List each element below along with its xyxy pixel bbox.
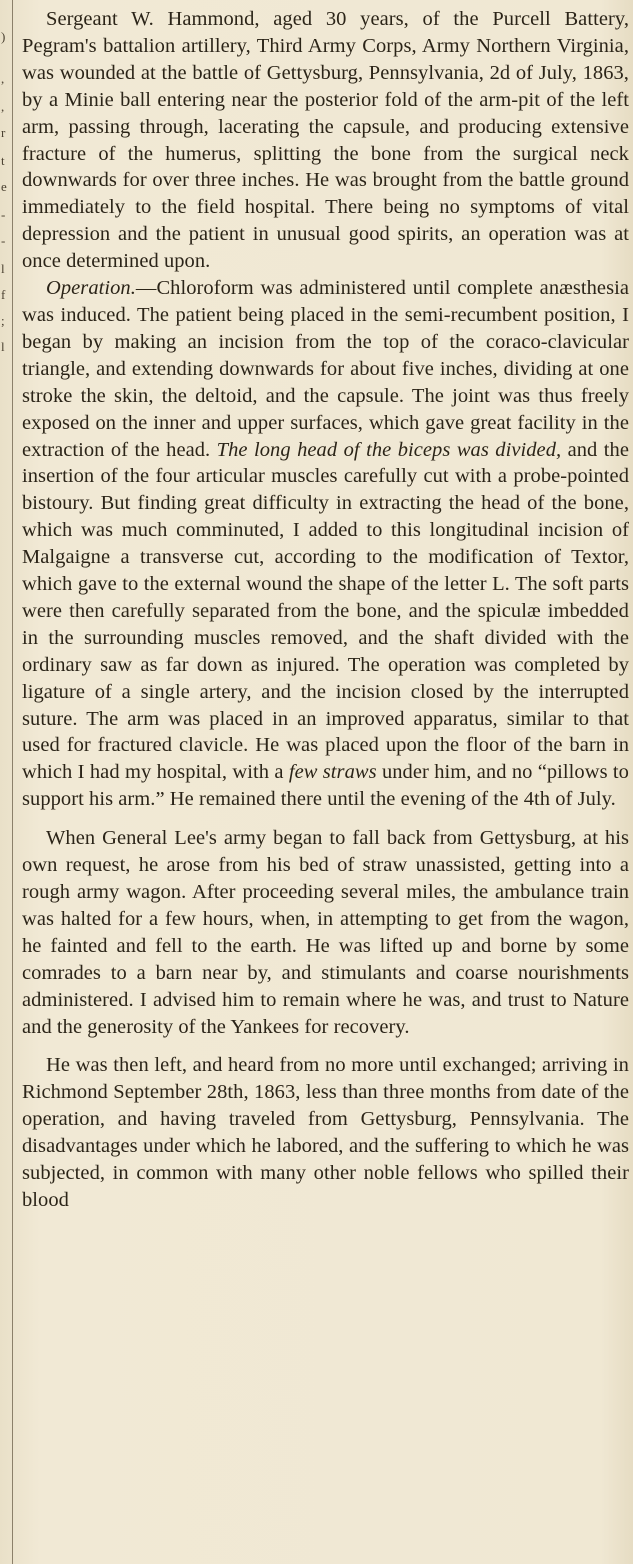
text-run: Sergeant W. Hammond, aged 30 years, of the Purcell Battery, Pegram's battalion artillery, Third Army Corps, Army Northern Virginia, was wounded at the battle of Gettysburg, Pennsylvania, 2d of July, 1863, by a Minie ball entering near the posterior fold of the arm-pit of the left arm, passing through, lacerating the capsule, and producing extensive fracture of the humerus, splitting the bone from the surgical neck downwards for over three inches. He was brought from the battle ground immediately to the field hospital. There being no symptoms of vital depression and the patient in unusual good spirits, an operation was at once determined upon. bbox=[22, 8, 629, 273]
column-rule bbox=[12, 0, 13, 1564]
paragraph-1 bbox=[22, 6, 629, 275]
margin-fragment: , bbox=[1, 71, 5, 86]
paragraph-3 bbox=[22, 825, 629, 1040]
margin-fragment: f bbox=[1, 287, 6, 302]
left-margin-fragments bbox=[0, 0, 10, 1564]
paragraph-2 bbox=[22, 275, 629, 813]
italic-run: The long head of the biceps was divided, bbox=[216, 438, 562, 461]
margin-fragment: - bbox=[1, 233, 6, 248]
text-run: under him, and no “pillows to support his arm.” He remained there until the evening of the 4th of July. bbox=[22, 761, 629, 811]
text-run: —Chloroform was administered until complete anæsthesia was induced. The patient being placed in the semi-recumbent position, I began by making an incision from the top of the coraco-clavicular triangle, and extending downwards for about five inches, dividing at one stroke the skin, the deltoid, and the capsule. The joint was thus freely exposed on the inner and upper surfaces, which gave great facility in the extraction of the head. bbox=[22, 277, 629, 461]
margin-fragment: e bbox=[1, 179, 7, 194]
text-run: and the insertion of the four articular muscles carefully cut with a probe-pointed bistoury. But finding great difficulty in extracting the head of the bone, which was much comminuted, I added to this longitudinal incision of Malgaigne a transverse cut, according to the modification of Textor, which gave to the external wound the shape of the letter L. The soft parts were then carefully separated from the bone, and the spiculæ imbedded in the surrounding muscles removed, and the shaft divided with the ordinary saw as far down as injured. The operation was completed by ligature of a single artery, and the incision closed by the interrupted suture. The arm was placed in an improved apparatus, similar to that used for fractured clavicle. He was placed upon the floor of the barn in which I had my hospital, with a bbox=[22, 438, 629, 784]
margin-fragment: - bbox=[1, 207, 6, 222]
paragraph-gap bbox=[22, 1040, 629, 1052]
italic-run: Operation. bbox=[46, 277, 136, 300]
margin-fragment: t bbox=[1, 153, 5, 168]
margin-fragment: ) bbox=[1, 29, 6, 44]
paragraph-4 bbox=[22, 1052, 629, 1213]
margin-fragment: l bbox=[1, 261, 5, 276]
paragraph-gap bbox=[22, 813, 629, 825]
margin-fragment: l bbox=[1, 339, 5, 354]
margin-fragment: ; bbox=[1, 313, 5, 328]
article-body bbox=[22, 6, 629, 1214]
margin-fragment: , bbox=[1, 99, 5, 114]
italic-run: few straws bbox=[288, 761, 377, 784]
margin-fragment: r bbox=[1, 125, 6, 140]
text-run: When General Lee's army began to fall back from Gettysburg, at his own request, he arose from his bed of straw unassisted, getting into a rough army wagon. After proceeding several miles, the ambulance train was halted for a few hours, when, in attempting to get from the wagon, he fainted and fell to the earth. He was lifted up and borne by some comrades to a barn near by, and stimulants and coarse nourishments administered. I advised him to remain where he was, and trust to Nature and the generosity of the Yankees for recovery. bbox=[22, 827, 629, 1038]
text-run: He was then left, and heard from no more until exchanged; arriving in Richmond September 28th, 1863, less than three months from date of the operation, and having traveled from Gettysburg, Pennsylvania. The disadvantages under which he labored, and the suffering to which he was subjected, in common with many other noble fellows who spilled their blood bbox=[22, 1054, 629, 1211]
